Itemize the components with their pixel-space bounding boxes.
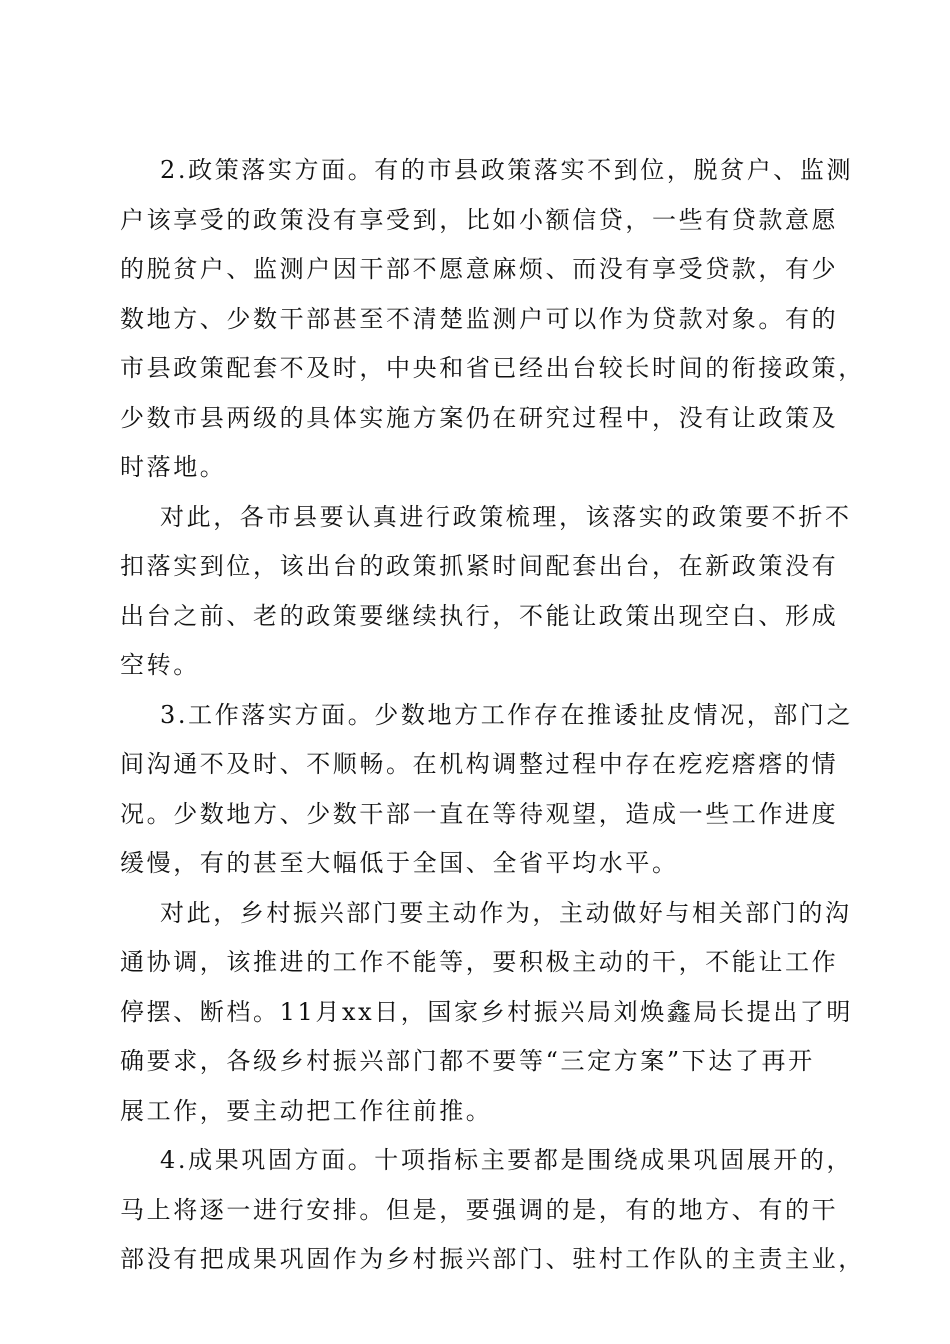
paragraph-line: 4.成果巩固方面。十项指标主要都是围绕成果巩固展开的， bbox=[160, 1146, 854, 1174]
paragraph-line: 3.工作落实方面。少数地方工作存在推诿扯皮情况，部门之 bbox=[160, 700, 854, 729]
paragraph-line: 对此，乡村振兴部门要主动作为，主动做好与相关部门的沟 bbox=[160, 898, 852, 927]
paragraph-line: 出台之前、老的政策要继续执行，不能让政策出现空白、形成 bbox=[120, 601, 839, 630]
paragraph-line: 市县政策配套不及时，中央和省已经出台较长时间的衔接政策， bbox=[120, 354, 865, 382]
paragraph-line: 户该享受的政策没有享受到，比如小额信贷，一些有贷款意愿 bbox=[120, 205, 839, 234]
paragraph-line: 空转。 bbox=[120, 651, 200, 679]
paragraph-line: 停摆、断档。11月xx日，国家乡村振兴局刘焕鑫局长提出了明 bbox=[120, 997, 854, 1026]
paragraph-line: 况。少数地方、少数干部一直在等待观望，造成一些工作进度 bbox=[120, 799, 839, 828]
paragraph-line: 少数市县两级的具体实施方案仍在研究过程中，没有让政策及 bbox=[120, 403, 839, 432]
paragraph-line: 确要求，各级乡村振兴部门都不要等“三定方案”下达了再开 bbox=[120, 1047, 815, 1075]
paragraph-line: 时落地。 bbox=[120, 453, 227, 481]
paragraph-line: 缓慢，有的甚至大幅低于全国、全省平均水平。 bbox=[120, 849, 679, 877]
paragraph-line: 马上将逐一进行安排。但是，要强调的是，有的地方、有的干 bbox=[120, 1195, 839, 1224]
paragraph-line: 扣落实到位，该出台的政策抓紧时间配套出台，在新政策没有 bbox=[120, 552, 839, 580]
paragraph-line: 的脱贫户、监测户因干部不愿意麻烦、而没有享受贷款，有少 bbox=[120, 255, 839, 283]
paragraph-line: 间沟通不及时、不顺畅。在机构调整过程中存在疙疙瘩瘩的情 bbox=[120, 750, 839, 778]
paragraph-line: 数地方、少数干部甚至不清楚监测户可以作为贷款对象。有的 bbox=[120, 304, 839, 333]
document-body bbox=[120, 146, 865, 1285]
paragraph-line: 对此，各市县要认真进行政策梳理，该落实的政策要不折不 bbox=[160, 502, 852, 531]
paragraph-line: 部没有把成果巩固作为乡村振兴部门、驻村工作队的主责主业， bbox=[120, 1245, 865, 1273]
paragraph-line: 展工作，要主动把工作往前推。 bbox=[120, 1096, 493, 1125]
paragraph-line: 通协调，该推进的工作不能等，要积极主动的干，不能让工作 bbox=[120, 948, 839, 976]
paragraph-line: 2.政策落实方面。有的市县政策落实不到位，脱贫户、监测 bbox=[160, 156, 854, 184]
